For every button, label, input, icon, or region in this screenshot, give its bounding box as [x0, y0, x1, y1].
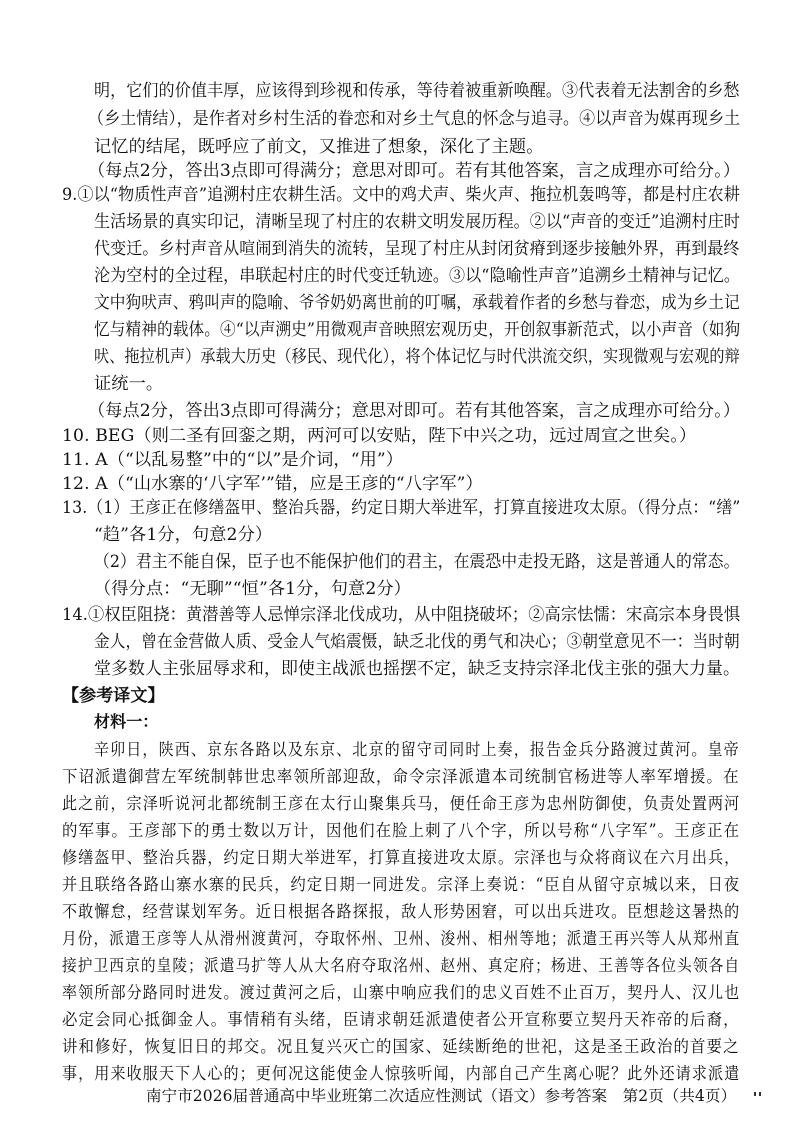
paragraph-line: （乡土情结），是作者对乡村生活的眷恋和对乡土气息的怀念与追寻。④以声音为媒再现乡土: [88, 109, 741, 129]
corner-mark: [754, 1092, 764, 1096]
answer-9-line: 9.①以“物质性声音”追溯村庄农耕生活。文中的鸡犬声、柴火声、拖拉机轰鸣等，都是村庄农耕: [62, 185, 740, 205]
scoring-note: （每点2分，答出3点即可得满分；意思对即可。若有其他答案，言之成理亦可给分。）: [88, 401, 741, 421]
answer-10: 10. BEG（则二圣有回銮之期，两河可以安贴，陛下中兴之功，远过周宣之世矣。）: [62, 426, 697, 446]
translation-line: 并且联络各路山寨水寨的民兵，约定日期一同进发。宗泽上奏说：“臣自从留守京城以来，日夜: [62, 875, 741, 894]
answer-11: 11. A（“以乱易整”中的“以”是介词，“用”）: [62, 450, 404, 470]
translation-line: 月份，派遣王彦等人从滑州渡黄河，夺取怀州、卫州、浚州、相州等地；派遣王再兴等人从郑州直: [62, 929, 741, 948]
answer-14-line: 14.①权臣阻挠：黄潜善等人忌惮宗泽北伐成功，从中阻挠破坏；②高宗怯懦：宋高宗本身畏惧: [62, 605, 741, 625]
translation-line: 不敢懈怠，经营谋划军务。近日根据各路探报，敌人形势困窘，可以出兵进攻。臣想趁这暑热的: [62, 902, 741, 921]
translation-line: 率领所部分路同时进发。渡过黄河之后，山寨中响应我们的忠义百姓不止百万，契丹人、汉儿也: [62, 983, 741, 1002]
answer-14-line: 金人，曾在金营做人质、受金人气焰震慑，缺乏北伐的勇气和决心；③朝堂意见不一：当时朝: [94, 632, 740, 652]
paragraph-line: 记忆的结尾，既呼应了前文，又推进了想象，深化了主题。: [94, 137, 544, 157]
material-label: 材料一：: [94, 712, 159, 731]
answer-9-line: 沦为空村的全过程，串联起村庄的时代变迁轨迹。③以“隐喻性声音”追溯乡土精神与记忆。: [94, 266, 740, 286]
translation-line: 修缮盔甲、整治兵器，约定日期大举进军，打算直接进攻太原。宗泽也与众将商议在六月出兵，: [62, 848, 741, 867]
answer-12: 12. A（“山水寨的‘八字军’”错，应是王彦的“八字军”）: [62, 474, 483, 494]
translation-line: 下诏派遣御营左军统制韩世忠率领所部迎敌，命令宗泽派遣本司统制官杨进等人率军增援。在: [62, 767, 740, 786]
translation-heading: 【参考译文】: [62, 686, 165, 706]
answer-13-line: （得分点：“无聊”“恒”各1分，句意2分）: [94, 579, 411, 599]
scoring-note: （每点2分，答出3点即可得满分；意思对即可。若有其他答案，言之成理亦可给分。）: [88, 161, 741, 181]
answer-13-line: “趋”各1分，句意2分）: [94, 525, 273, 545]
answer-9-line: 代变迁。乡村声音从喧闹到消失的流转，呈现了村庄从封闭贫瘠到逐步接触外界，再到最终: [94, 239, 740, 259]
page-footer: 南宁市2026届普通高中毕业班第二次适应性测试（语文）参考答案 第2页（共4页）: [146, 1087, 737, 1105]
answer-13-line: 13.（1）王彦正在修缮盔甲、整治兵器，约定日期大举进军，打算直接进攻太原。（得分点：“缮”: [62, 498, 741, 518]
translation-line: 必定会同心抵御金人。事情稍有头绪，臣请求朝廷派遣使者公开宣称要立契丹天祚帝的后裔，: [62, 1010, 740, 1029]
answer-14-line: 堂多数人主张屈辱求和，即使主战派也摇摆不定，缺乏支持宗泽北伐主张的强大力量。: [94, 659, 740, 679]
answer-9-line: 生活场景的真实印记，清晰呈现了村庄的农耕文明发展历程。②以“声音的变迁”追溯村庄时: [94, 212, 740, 232]
answer-9-line: 文中狗吠声、鸦叫声的隐喻、爷爷奶奶离世前的叮嘱，承载着作者的乡愁与眷恋，成为乡土记: [94, 293, 740, 313]
paragraph-line: 明，它们的价值丰厚，应该得到珍视和传承，等待着被重新唤醒。③代表着无法割舍的乡愁: [94, 81, 740, 101]
answer-13-line: （2）君主不能自保，臣子也不能保护他们的君主，在震恐中走投无路，这是普通人的常态。: [94, 552, 740, 572]
translation-line: 此之前，宗泽听说河北都统制王彦在太行山聚集兵马，便任命王彦为忠州防御使，负责处置两河: [62, 794, 741, 813]
answer-9-line: 忆与精神的载体。④“以声溯史”用微观声音映照宏观历史，开创叙事新范式，以小声音（如狗: [94, 320, 741, 340]
translation-line: 事，用来收服天下人心的；更何况这能使金人惊骇听闻，内部自己产生离心呢？此外还请求派遣: [62, 1064, 741, 1083]
translation-line: 讲和修好，恢复旧日的邦交。况且复兴灭亡的国家、延续断绝的世祀，这是圣王政治的首要之: [62, 1037, 740, 1056]
translation-line: 的军事。王彦部下的勇士数以万计，因他们在脸上刺了八个字，所以号称“八字军”。王彦正在: [62, 821, 741, 840]
translation-line: 接护卫西京的皇陵；派遣马扩等人从大名府夺取洺州、赵州、真定府；杨进、王善等各位头领各自: [62, 956, 741, 975]
answer-9-line: 吠、拖拉机声）承载大历史（移民、现代化），将个体记忆与时代洪流交织，实现微观与宏观的辩: [94, 347, 740, 367]
translation-line: 辛卯日，陕西、京东各路以及东京、北京的留守司同时上奏，报告金兵分路渡过黄河。皇帝: [94, 740, 740, 759]
answer-9-line: 证统一。: [94, 374, 164, 394]
